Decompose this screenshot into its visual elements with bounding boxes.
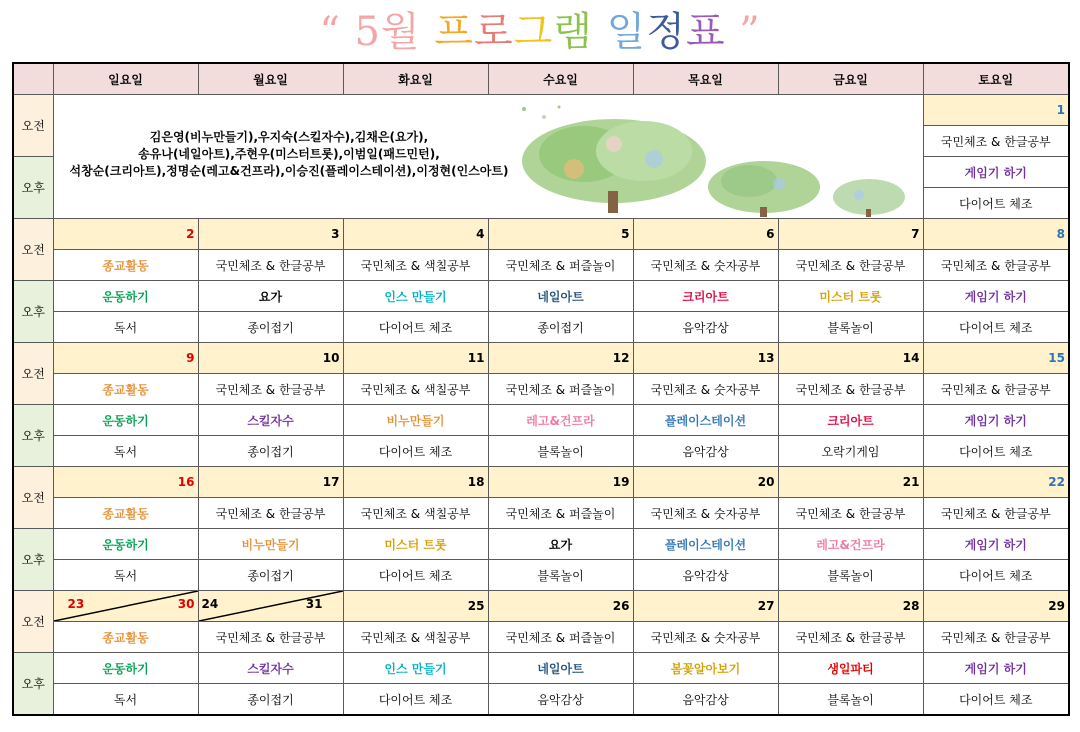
period-pm: 오후 bbox=[13, 157, 53, 219]
activity-cell: 스킬자수 bbox=[198, 405, 343, 436]
day-header-wed: 수요일 bbox=[488, 63, 633, 95]
activity-cell: 운동하기 bbox=[53, 529, 198, 560]
activity-cell: 플레이스테이션 bbox=[633, 405, 778, 436]
activity-cell: 국민체조 & 한글공부 bbox=[778, 250, 923, 281]
activity-cell: 게임기 하기 bbox=[923, 281, 1069, 312]
activity-cell: 스킬자수 bbox=[198, 653, 343, 684]
activity-cell: 요가 bbox=[488, 529, 633, 560]
activity-cell: 미스터 트롯 bbox=[343, 529, 488, 560]
activity-cell: 국민체조 & 한글공부 bbox=[198, 622, 343, 653]
date-cell: 1 bbox=[923, 95, 1069, 126]
activity-cell: 국민체조 & 숫자공부 bbox=[633, 498, 778, 529]
title-char-5: 일 bbox=[606, 9, 647, 55]
activity-cell: 국민체조 & 한글공부 bbox=[198, 250, 343, 281]
activity-cell: 다이어트 체조 bbox=[343, 560, 488, 591]
date-label: 24 bbox=[201, 597, 219, 611]
activity-cell: 다이어트 체조 bbox=[923, 560, 1069, 591]
date-cell: 22 bbox=[923, 467, 1069, 498]
activity-cell: 국민체조 & 색칠공부 bbox=[343, 374, 488, 405]
activity-cell: 게임기 하기 bbox=[923, 405, 1069, 436]
day-header-tue: 화요일 bbox=[343, 63, 488, 95]
period-am: 오전 bbox=[13, 467, 53, 529]
page-title bbox=[0, 4, 1080, 60]
activity-cell: 국민체조 & 색칠공부 bbox=[343, 250, 488, 281]
activity-cell: 음악감상 bbox=[633, 436, 778, 467]
activity-cell: 네일아트 bbox=[488, 281, 633, 312]
period-pm: 오후 bbox=[13, 405, 53, 467]
activity-cell: 국민체조 & 한글공부 bbox=[198, 498, 343, 529]
title-month: 5월 bbox=[354, 9, 421, 55]
day-header-sun: 일요일 bbox=[53, 63, 198, 95]
activity-cell: 독서 bbox=[53, 312, 198, 343]
activity-cell: 음악감상 bbox=[488, 684, 633, 716]
date-label: 30 bbox=[177, 597, 195, 611]
title-char-3: 그 bbox=[513, 9, 554, 55]
date-cell-split bbox=[53, 591, 198, 622]
activity-cell: 음악감상 bbox=[633, 312, 778, 343]
activity-cell: 국민체조 & 숫자공부 bbox=[633, 250, 778, 281]
activity-cell: 음악감상 bbox=[633, 560, 778, 591]
activity-cell: 운동하기 bbox=[53, 281, 198, 312]
date-cell: 26 bbox=[488, 591, 633, 622]
title-close-quote: ” bbox=[739, 9, 761, 55]
activity-cell: 플레이스테이션 bbox=[633, 529, 778, 560]
participants-list bbox=[70, 129, 509, 180]
activity-cell: 독서 bbox=[53, 684, 198, 716]
activity-cell: 국민체조 & 한글공부 bbox=[923, 498, 1069, 529]
activity-cell: 국민체조 & 퍼즐놀이 bbox=[488, 374, 633, 405]
activity-cell: 다이어트 체조 bbox=[343, 312, 488, 343]
participants-line-1: 김은영(비누만들기),우지숙(스킬자수),김채은(요가), bbox=[149, 130, 429, 144]
period-pm: 오후 bbox=[13, 529, 53, 591]
activity-cell: 다이어트 체조 bbox=[343, 436, 488, 467]
activity-cell: 국민체조 & 퍼즐놀이 bbox=[488, 498, 633, 529]
title-char-1: 프 bbox=[434, 9, 474, 55]
period-am: 오전 bbox=[13, 343, 53, 405]
title-char-4: 램 bbox=[553, 9, 593, 55]
date-label: 31 bbox=[305, 597, 323, 611]
date-cell: 2 bbox=[53, 219, 198, 250]
participants-line-2: 송유나(네일아트),주현우(미스터트롯),이범일(패드민턴), bbox=[138, 147, 440, 161]
activity-cell: 국민체조 & 한글공부 bbox=[778, 374, 923, 405]
activity-cell: 크리아트 bbox=[778, 405, 923, 436]
activity-cell: 비누만들기 bbox=[343, 405, 488, 436]
activity-cell: 운동하기 bbox=[53, 405, 198, 436]
title-char-7: 표 bbox=[685, 9, 726, 55]
date-cell: 18 bbox=[343, 467, 488, 498]
activity-cell: 종이접기 bbox=[488, 312, 633, 343]
activity-cell: 블록놀이 bbox=[778, 684, 923, 716]
date-cell: 25 bbox=[343, 591, 488, 622]
date-cell: 15 bbox=[923, 343, 1069, 374]
activity-cell: 크리아트 bbox=[633, 281, 778, 312]
date-cell: 14 bbox=[778, 343, 923, 374]
activity-cell: 종이접기 bbox=[198, 436, 343, 467]
activity-cell: 오락기게임 bbox=[778, 436, 923, 467]
date-cell: 11 bbox=[343, 343, 488, 374]
activity-cell: 국민체조 & 한글공부 bbox=[198, 374, 343, 405]
date-cell: 9 bbox=[53, 343, 198, 374]
activity-cell: 다이어트 체조 bbox=[923, 436, 1069, 467]
activity-cell: 게임기 하기 bbox=[923, 653, 1069, 684]
activity-cell: 블록놀이 bbox=[488, 560, 633, 591]
activity-cell: 음악감상 bbox=[633, 684, 778, 716]
activity-cell: 국민체조 & 한글공부 bbox=[923, 374, 1069, 405]
activity-cell: 생일파티 bbox=[778, 653, 923, 684]
title-open-quote: “ bbox=[319, 9, 341, 55]
date-cell: 3 bbox=[198, 219, 343, 250]
period-am: 오전 bbox=[13, 95, 53, 157]
date-cell: 4 bbox=[343, 219, 488, 250]
day-header-row bbox=[13, 63, 1069, 95]
activity-cell: 다이어트 체조 bbox=[923, 312, 1069, 343]
period-am: 오전 bbox=[13, 591, 53, 653]
date-cell: 10 bbox=[198, 343, 343, 374]
activity-cell: 봄꽃알아보기 bbox=[633, 653, 778, 684]
date-cell: 21 bbox=[778, 467, 923, 498]
date-cell: 7 bbox=[778, 219, 923, 250]
activity-cell: 국민체조 & 한글공부 bbox=[923, 250, 1069, 281]
activity-cell: 국민체조 & 퍼즐놀이 bbox=[488, 250, 633, 281]
day-header-sat: 토요일 bbox=[923, 63, 1069, 95]
activity-cell: 종이접기 bbox=[198, 684, 343, 716]
activity-cell: 레고&건프라 bbox=[778, 529, 923, 560]
date-cell: 17 bbox=[198, 467, 343, 498]
activity-cell: 종이접기 bbox=[198, 560, 343, 591]
day-header-mon: 월요일 bbox=[198, 63, 343, 95]
activity-cell: 국민체조 & 색칠공부 bbox=[343, 622, 488, 653]
title-char-2: 로 bbox=[473, 9, 514, 55]
participants-line-3: 석창순(크리아트),정명순(레고&건프라),이승진(플레이스테이션),이정현(인스아트) bbox=[69, 164, 509, 178]
activity-cell: 독서 bbox=[53, 436, 198, 467]
activity-cell: 블록놀이 bbox=[488, 436, 633, 467]
activity-cell: 종교활동 bbox=[53, 374, 198, 405]
activity-cell: 인스 만들기 bbox=[343, 653, 488, 684]
activity-cell: 다이어트 체조 bbox=[343, 684, 488, 716]
activity-cell: 국민체조 & 숫자공부 bbox=[633, 374, 778, 405]
activity-cell: 종이접기 bbox=[198, 312, 343, 343]
activity-cell: 레고&건프라 bbox=[488, 405, 633, 436]
activity-cell: 독서 bbox=[53, 560, 198, 591]
activity-cell: 블록놀이 bbox=[778, 312, 923, 343]
date-cell: 29 bbox=[923, 591, 1069, 622]
date-label: 23 bbox=[67, 597, 85, 611]
activity-cell: 국민체조 & 한글공부 bbox=[923, 126, 1069, 157]
activity-cell: 비누만들기 bbox=[198, 529, 343, 560]
date-cell: 13 bbox=[633, 343, 778, 374]
date-cell: 20 bbox=[633, 467, 778, 498]
activity-cell: 국민체조 & 퍼즐놀이 bbox=[488, 622, 633, 653]
activity-cell: 종교활동 bbox=[53, 498, 198, 529]
activity-cell: 미스터 트롯 bbox=[778, 281, 923, 312]
day-header-thu: 목요일 bbox=[633, 63, 778, 95]
activity-cell: 종교활동 bbox=[53, 622, 198, 653]
date-cell: 27 bbox=[633, 591, 778, 622]
schedule-table bbox=[12, 62, 1070, 716]
activity-cell: 국민체조 & 한글공부 bbox=[778, 622, 923, 653]
activity-cell: 블록놀이 bbox=[778, 560, 923, 591]
date-cell: 8 bbox=[923, 219, 1069, 250]
activity-cell: 인스 만들기 bbox=[343, 281, 488, 312]
activity-cell: 운동하기 bbox=[53, 653, 198, 684]
day-header-fri: 금요일 bbox=[778, 63, 923, 95]
activity-cell: 게임기 하기 bbox=[923, 157, 1069, 188]
corner-cell bbox=[13, 63, 53, 95]
activity-cell: 국민체조 & 색칠공부 bbox=[343, 498, 488, 529]
activity-cell: 다이어트 체조 bbox=[923, 188, 1069, 219]
date-cell-split bbox=[198, 591, 343, 622]
activity-cell: 국민체조 & 한글공부 bbox=[923, 622, 1069, 653]
period-pm: 오후 bbox=[13, 653, 53, 716]
activity-cell: 국민체조 & 한글공부 bbox=[778, 498, 923, 529]
date-cell: 6 bbox=[633, 219, 778, 250]
period-pm: 오후 bbox=[13, 281, 53, 343]
date-cell: 28 bbox=[778, 591, 923, 622]
activity-cell: 국민체조 & 숫자공부 bbox=[633, 622, 778, 653]
date-cell: 19 bbox=[488, 467, 633, 498]
activity-cell: 요가 bbox=[198, 281, 343, 312]
participants-banner bbox=[53, 95, 923, 219]
activity-cell: 종교활동 bbox=[53, 250, 198, 281]
title-char-6: 정 bbox=[646, 9, 686, 55]
date-cell: 16 bbox=[53, 467, 198, 498]
period-am: 오전 bbox=[13, 219, 53, 281]
date-cell: 12 bbox=[488, 343, 633, 374]
date-cell: 5 bbox=[488, 219, 633, 250]
activity-cell: 다이어트 체조 bbox=[923, 684, 1069, 716]
activity-cell: 게임기 하기 bbox=[923, 529, 1069, 560]
trees-illustration bbox=[504, 99, 924, 219]
activity-cell: 네일아트 bbox=[488, 653, 633, 684]
